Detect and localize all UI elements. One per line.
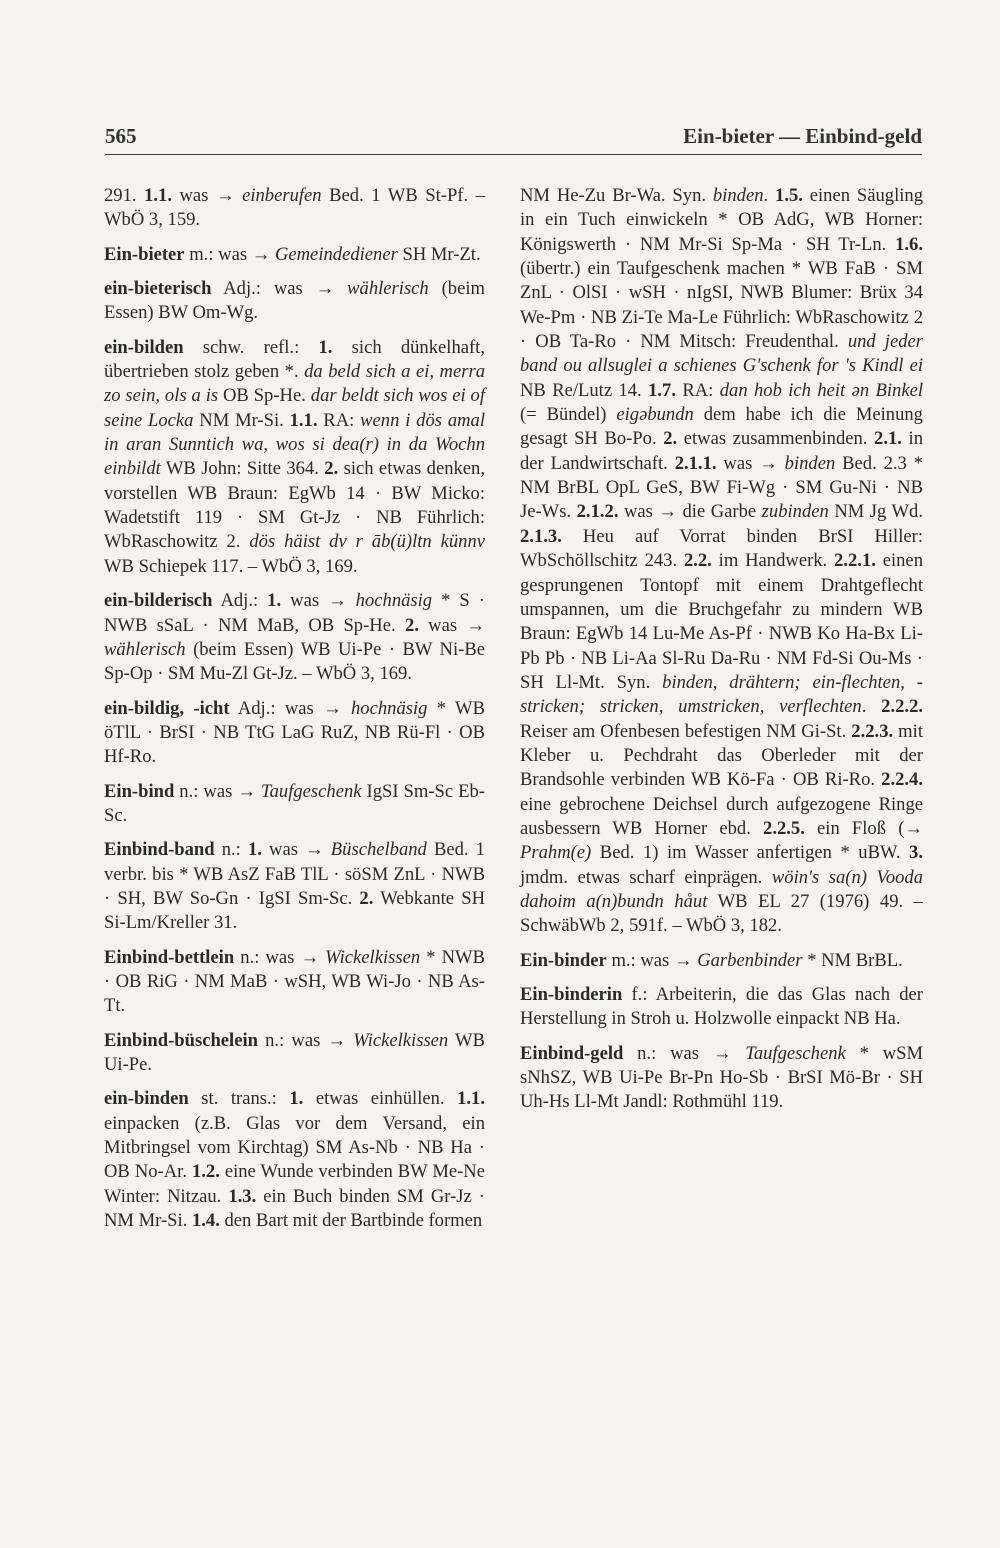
entry-text: (übertr.) ein Taufgeschenk machen * WB FaB · SM ZnL · OlSI · wSH · nIgSI, NWB Blumer: Brüx 34 We-Pm · NB Zi-Te Ma-Le Führlich: WbRaschowitz 2 · OB Ta-Ro · NM Mitsch: Freudenthal. (520, 258, 923, 353)
entry-text: st. trans.: (188, 1088, 290, 1110)
entry-text: * NM BrBL. (802, 949, 903, 971)
entry-text: NB Re/Lutz 14. (520, 379, 649, 401)
page-header (105, 124, 922, 155)
entry-text: 2.2. (683, 550, 712, 572)
dictionary-entry (104, 589, 485, 686)
entry-text: NM Jg Wd. (828, 501, 923, 523)
entry-text: 1.2. (191, 1161, 220, 1183)
entry-text: 2. (404, 614, 419, 636)
entry-text: n.: was → (623, 1042, 746, 1064)
entry-text: 1. (247, 839, 262, 861)
dictionary-entry (520, 184, 923, 939)
entry-text: 2.2.4. (881, 769, 923, 791)
entry-text: 1. (289, 1088, 304, 1110)
dictionary-entry (104, 780, 485, 829)
entry-text: einen Säugling in ein Tuch einwickeln * OB AdG, WB Horner: Königswerth · NM Mr-Si Sp-Ma · SH Tr-Ln. (520, 185, 924, 255)
entry-text: n.: was → (234, 946, 326, 968)
entry-text: * wSM sNhSZ, WB Ui-Pe Br-Pn Ho-Sb · BrSI Mö-Br · SH Uh-Hs Ll-Mt Jandl: Rothmühl 119. (520, 1042, 923, 1113)
entry-text: * WB öTlL · BrSI · NB TtG LaG RuZ, NB Rü-Fl · OB Hf-Ro. (104, 697, 485, 768)
entry-text: f.: Arbeiterin, die das Glas nach der Herstellung in Stroh u. Holzwolle einpackt NB Ha. (520, 984, 923, 1030)
dictionary-entry (104, 946, 485, 1019)
entry-text: dös häist dv r āb(ü)ltn künnv (249, 531, 485, 553)
entry-text: dan hob ich heit ən Binkel (719, 379, 923, 401)
entry-text: . (763, 185, 776, 206)
entry-text: da beld sich a ei, merra zo sein, ols a is (104, 361, 485, 407)
entry-text: . (861, 696, 882, 718)
entry-text: 2.1.3. (520, 525, 562, 547)
entry-text: binden (784, 452, 836, 474)
entry-text: ein Buch binden SM Gr-Jz · NM Mr-Si. (104, 1185, 485, 1232)
dictionary-entry (104, 184, 485, 233)
entry-text: Taufgeschenk (745, 1042, 846, 1064)
entry-text: im Handwerk. (711, 550, 835, 572)
entry-headword: Einbind-büschelein (104, 1029, 258, 1051)
entry-text: Garbenbinder (697, 949, 803, 971)
entry-text: sich etwas denken, vorstellen WB Braun: EgWb 14 · BW Micko: Wadetstift 119 · SM Gt-Jz · NB Führlich: WbRaschowitz 2. (104, 458, 485, 553)
entry-text: 1.3. (228, 1185, 257, 1207)
entry-text: Adj.: was → (211, 278, 348, 300)
entry-text: wöin's sa(n) Vooda dahoim a(n)bundn håut (520, 866, 924, 912)
entry-text: sich dünkelhaft, übertrieben stolz geben *. (104, 336, 486, 383)
entry-headword: ein-binden (104, 1088, 189, 1110)
right-column (520, 184, 923, 1125)
entry-headword: ein-bieterisch (104, 278, 212, 300)
entry-text: jmdm. etwas scharf einprägen. (520, 866, 772, 888)
entry-headword: ein-bilderisch (104, 590, 213, 612)
entry-text: in der Landwirtschaft. (520, 428, 923, 474)
entry-text: was → (418, 614, 485, 636)
entry-text: WB Schiepek 117. – WbÖ 3, 169. (104, 555, 358, 577)
entry-text: 2.2.3. (851, 720, 894, 742)
entry-text: wählerisch (104, 638, 186, 660)
dictionary-entry (520, 949, 923, 973)
entry-text: einpacken (z.B. Glas vor dem Versand, ein Mitbringsel vom Kirchtag) SM As-Nb · NB Ha · OB No-Ar. (104, 1112, 485, 1183)
entry-text: 1.1. (457, 1088, 485, 1110)
entry-text: RA: (675, 379, 720, 401)
entry-text: Wickelkissen (353, 1029, 449, 1051)
entry-text: * S · NWB sSaL · NM MaB, OB Sp-He. (104, 590, 485, 636)
dictionary-entry (104, 1087, 485, 1233)
entry-text: Adj.: was → (229, 697, 351, 719)
entry-text: 291. (104, 185, 145, 206)
entry-headword: Ein-binderin (520, 984, 623, 1005)
entry-text: Wickelkissen (325, 946, 421, 968)
entry-text: hochnäsig (351, 697, 428, 719)
entry-text: Webkante SH Si-Lm/Kreller 31. (104, 887, 485, 934)
entry-text: WB Ui-Pe. (104, 1029, 486, 1075)
dictionary-entry (104, 277, 485, 326)
entry-text: Bed. 1 verbr. bis * WB AsZ FaB TlL · söSM ZnL · NWB · SH, BW So-Gn · IgSI Sm-Sc. (104, 839, 485, 909)
entry-text: binden, drähtern; ein-flechten, -stricken; stricken, umstricken, verflechten (520, 671, 923, 718)
entry-text: 2.2.2. (881, 696, 924, 718)
entry-text: den Bart mit der Bartbinde formen (219, 1210, 483, 1232)
dictionary-entry (520, 1042, 923, 1115)
entry-text: eigəbundn (616, 404, 694, 426)
entry-text: m.: was → (606, 949, 698, 971)
entry-text: (beim Essen) BW Om-Wg. (104, 278, 485, 324)
entry-text: einen gesprungenen Tontopf mit einem Drahtgeflecht umspannen, um die Bruchgefahr zu mindern WB Braun: EgWb 14 Lu-Me As-Pf · NWB Ko Ha-Bx Li-Pb Pb · NB Li-Aa Sl-Ru Da-Ru · NM Fd-Si Ou-Ms · SH Ll-Mt. Syn. (520, 550, 923, 693)
entry-text: 2. (663, 428, 678, 450)
entry-text: Reiser am Ofenbesen befestigen NM Gi-St. (520, 720, 852, 742)
left-column (104, 184, 485, 1243)
entry-text: * NWB · OB RiG · NM MaB · wSH, WB Wi-Jo · NB As-Tt. (104, 946, 485, 1017)
entry-text: dar beldt sich wos ei of seine Locka (104, 385, 485, 431)
entry-text: was → die Garbe (618, 501, 762, 523)
dictionary-entry (520, 983, 923, 1032)
entry-headword: ein-bilden (104, 336, 184, 358)
dictionary-entry (104, 1029, 485, 1078)
entry-text: ein Floß (→ (804, 817, 923, 839)
entry-text: WB EL 27 (1976) 49. – SchwäbWb 2, 591f. – WbÖ 3, 182. (520, 890, 923, 937)
entry-headword: Einbind-bettlein (104, 946, 235, 968)
entry-text: und jeder band ou allsuglei a schienes G'schenk for 's Kindl ei (520, 331, 923, 377)
entry-text: SH Mr-Zt. (397, 243, 481, 265)
entry-text: 2. (324, 458, 339, 480)
entry-text: NM Mr-Si. (193, 409, 290, 431)
entry-text: Heu auf Vorrat binden BrSI Hiller: WbSchöllschitz 243. (520, 525, 923, 572)
entry-text: 2. (359, 887, 374, 909)
entry-text: NM He-Zu Br-Wa. Syn. (520, 185, 713, 206)
entry-text: Prahm(e) (520, 842, 592, 864)
entry-text: Bed. 1) im Wasser anfertigen * uBW. (591, 842, 910, 864)
entry-text: wählerisch (347, 278, 429, 300)
entry-text: 1.6. (895, 233, 923, 255)
entry-text: 2.1.1. (674, 452, 717, 474)
entry-text: Bed. 2.3 * NM BrBL OpL GeS, BW Fi-Wg · SM Gu-Ni · NB Je-Ws. (520, 452, 923, 523)
entry-text: Bed. 1 WB St-Pf. – WbÖ 3, 159. (104, 185, 485, 231)
entry-text: eine Wunde verbinden BW Me-Ne Winter: Nitzau. (104, 1161, 485, 1207)
entry-text: Büschelband (330, 839, 427, 861)
entry-headword: Ein-bieter (104, 243, 185, 265)
entry-text: 3. (909, 842, 923, 864)
entry-text: WB John: Sitte 364. (160, 458, 325, 480)
page-number: 565 (105, 124, 137, 148)
entry-text: 1.5. (775, 185, 803, 206)
entry-text: 1.4. (191, 1210, 220, 1232)
entry-text: 2.2.5. (763, 817, 805, 839)
entry-text: (= Bündel) (520, 404, 617, 426)
entry-text: zubinden (761, 501, 829, 523)
entry-headword: Ein-binder (520, 949, 607, 971)
entry-text: einberufen (242, 185, 322, 206)
entry-text: 1. (267, 590, 282, 612)
entry-text: wenn i dös amal in aran Sunntich wa, wos si dea(r) in da Wochn einbildt (104, 409, 486, 480)
entry-text: 1.1. (289, 409, 318, 431)
entry-text: OB Sp-He. (218, 385, 311, 407)
entry-text: binden (712, 185, 764, 206)
entry-text: hochnäsig (355, 590, 433, 612)
entry-text: n.: (214, 839, 248, 861)
entry-text: dem habe ich die Meinung gesagt SH Bo-Po. (520, 404, 923, 450)
entry-text: Gemeindediener (274, 243, 398, 265)
entry-text: n.: was → (174, 780, 261, 802)
dictionary-entry (104, 243, 485, 267)
dictionary-entry (104, 838, 485, 935)
entry-text: 1.7. (648, 379, 676, 401)
entry-text: etwas einhüllen. (303, 1088, 458, 1110)
entry-text: eine gebrochene Deichsel durch aufgezogene Ringe ausbessern WB Horner ebd. (520, 793, 923, 839)
entry-headword: Einbind-geld (520, 1042, 624, 1064)
entry-text: 1. (318, 336, 333, 358)
entry-text: was → (171, 185, 243, 206)
entry-text: was → (261, 839, 331, 861)
entry-text: IgSI Sm-Sc Eb-Sc. (104, 780, 485, 826)
entry-headword: ein-bildig, -icht (104, 697, 230, 719)
entry-text: RA: (317, 409, 361, 431)
running-head: Ein-bieter — Einbind-geld (683, 124, 922, 148)
entry-text: 2.1. (874, 428, 902, 450)
entry-text: 1.1. (144, 185, 172, 206)
entry-text: 2.2.1. (834, 550, 876, 572)
entry-headword: Einbind-band (104, 839, 215, 861)
entry-text: Taufgeschenk (260, 780, 362, 802)
entry-text: mit Kleber u. Pechdraht das Oberleder mit der Brandsohle verbinden WB Kö-Fa · OB Ri-Ro. (520, 720, 923, 791)
entry-text: n.: was → (257, 1029, 354, 1051)
entry-text: m.: was → (184, 243, 275, 265)
entry-text: Adj.: (212, 590, 268, 612)
entry-text: 2.1.2. (576, 501, 619, 523)
dictionary-entry (104, 697, 485, 770)
entry-text: schw. refl.: (183, 336, 319, 358)
entry-text: (beim Essen) WB Ui-Pe · BW Ni-Be Sp-Op · SM Mu-Zl Gt-Jz. – WbÖ 3, 169. (104, 638, 485, 685)
entry-headword: Ein-bind (104, 780, 175, 802)
entry-text: was → (281, 590, 356, 612)
entry-text: etwas zusammenbinden. (677, 428, 875, 450)
entry-text: was → (716, 452, 785, 474)
dictionary-entry (104, 336, 485, 579)
